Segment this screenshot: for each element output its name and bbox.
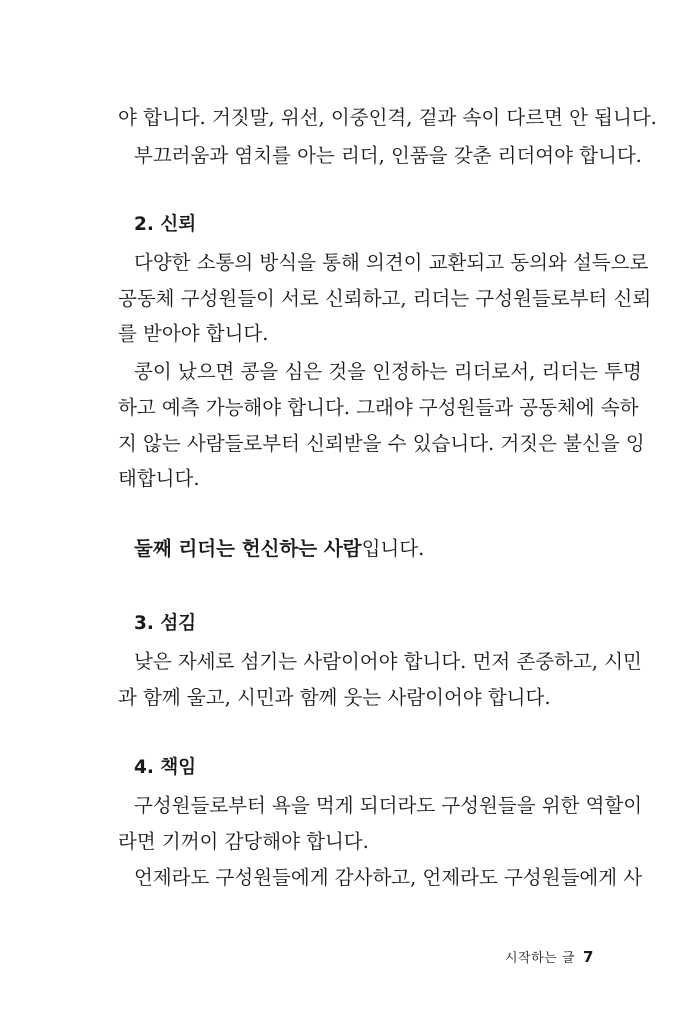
body-line: 과 함께 울고, 시민과 함께 웃는 사람이어야 합니다. bbox=[118, 686, 551, 709]
emphasis-rest: 입니다. bbox=[361, 537, 425, 560]
body-line: 공동체 구성원들이 서로 신뢰하고, 리더는 구성원들로부터 신뢰 bbox=[118, 287, 652, 310]
section-heading-responsibility: 4. 책임 bbox=[134, 757, 197, 778]
body-line: 낮은 자세로 섬기는 사람이어야 합니다. 먼저 존중하고, 시민 bbox=[134, 650, 642, 673]
body-line: 구성원들로부터 욕을 먹게 되더라도 구성원들을 위한 역할이 bbox=[134, 794, 643, 817]
body-line: 를 받아야 합니다. bbox=[118, 322, 269, 345]
emphasis-line bbox=[134, 537, 596, 561]
body-line: 태합니다. bbox=[118, 467, 200, 490]
emphasis-bold: 둘째 리더는 헌신하는 사람 bbox=[134, 537, 362, 560]
body-line: 라면 기꺼이 감당해야 합니다. bbox=[118, 830, 369, 853]
body-line: 콩이 났으면 콩을 심은 것을 인정하는 리더로서, 리더는 투명 bbox=[134, 360, 642, 383]
page-number: 7 bbox=[582, 948, 594, 966]
running-footer-title: 시작하는 글 bbox=[505, 951, 575, 966]
page-footer bbox=[505, 947, 593, 966]
body-line: 부끄러움과 염치를 아는 리더, 인품을 갖춘 리더여야 합니다. bbox=[134, 144, 642, 167]
body-line: 지 않는 사람들로부터 신뢰받을 수 있습니다. 거짓은 불신을 잉 bbox=[118, 432, 645, 455]
section-heading-service: 3. 섬김 bbox=[134, 613, 197, 634]
body-line: 다양한 소통의 방식을 통해 의견이 교환되고 동의와 설득으로 bbox=[134, 251, 649, 274]
section-heading-trust: 2. 신뢰 bbox=[134, 214, 197, 235]
body-line: 언제라도 구성원들에게 감사하고, 언제라도 구성원들에게 사 bbox=[134, 866, 643, 889]
body-line: 하고 예측 가능해야 합니다. 그래야 구성원들과 공동체에 속하 bbox=[118, 396, 639, 419]
body-line: 야 합니다. 거짓말, 위선, 이중인격, 겉과 속이 다르면 안 됩니다. bbox=[118, 106, 657, 129]
